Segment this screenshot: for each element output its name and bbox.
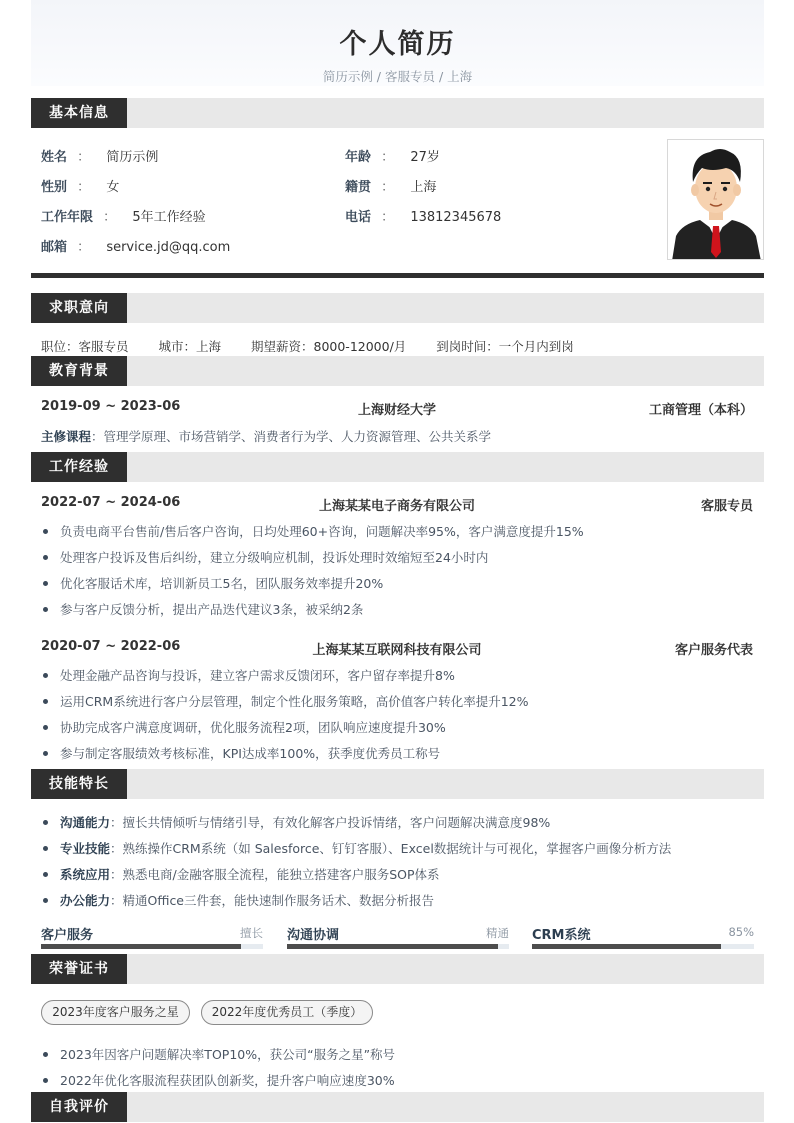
list-item xyxy=(43,839,671,857)
intent-city: 城市：上海 xyxy=(158,339,222,354)
intent-row xyxy=(41,337,574,355)
work-role: 客户服务代表 xyxy=(674,643,753,658)
section-intent xyxy=(31,293,764,323)
bullet-dot-icon xyxy=(43,581,48,586)
field-origin xyxy=(345,176,436,195)
bullet-dot-icon xyxy=(43,1052,48,1057)
work-header-row xyxy=(41,495,753,513)
field-phone xyxy=(345,206,501,225)
work-period: 2020-07 ~ 2022-06 xyxy=(41,639,181,654)
skill-label: 沟通能力 xyxy=(60,815,111,830)
section-title-skills: 技能特长 xyxy=(31,769,127,799)
courses-label: 主修课程 xyxy=(41,429,92,444)
work-role: 客服专员 xyxy=(700,499,753,514)
list-item-text: 参与制定客服绩效考核标准，KPI达成率100%，获季度优秀员工称号 xyxy=(60,746,441,761)
education-major: 工商管理（本科） xyxy=(648,403,753,418)
honor-badge: 2022年度优秀员工（季度） xyxy=(201,1000,373,1025)
skill-bar-track xyxy=(41,944,263,949)
bullet-dot-icon xyxy=(43,751,48,756)
field-label: 籍贯 xyxy=(345,180,372,195)
resume-header xyxy=(31,0,764,86)
list-item xyxy=(43,522,584,540)
field-email xyxy=(41,236,230,255)
work-company: 上海某某电子商务有限公司 xyxy=(318,499,475,514)
section-title-intent: 求职意向 xyxy=(31,293,127,323)
field-value: 简历示例 xyxy=(106,150,159,165)
section-skills xyxy=(31,769,764,799)
skill-bar xyxy=(532,924,754,943)
field-value: 5年工作经验 xyxy=(132,210,206,225)
list-item xyxy=(43,1045,395,1063)
list-item-text: 2023年因客户问题解决率TOP10%，获公司“服务之星”称号 xyxy=(60,1047,396,1062)
field-age xyxy=(345,146,440,165)
list-item xyxy=(43,744,440,762)
bullet-dot-icon xyxy=(43,673,48,678)
bullet-dot-icon xyxy=(43,846,48,851)
bullet-dot-icon xyxy=(43,898,48,903)
section-title-work: 工作经验 xyxy=(31,452,127,482)
list-item xyxy=(43,718,446,736)
bullet-dot-icon xyxy=(43,872,48,877)
bullet-dot-icon xyxy=(43,699,48,704)
field-value: service.jd@qq.com xyxy=(106,240,231,255)
skill-text: ：熟悉电商/金融客服全流程，能独立搭建客户服务SOP体系 xyxy=(110,867,440,882)
field-years xyxy=(41,206,206,225)
page-title: 个人简历 xyxy=(339,29,456,60)
field-value: 上海 xyxy=(410,180,437,195)
education-school: 上海财经大学 xyxy=(357,403,436,418)
field-name xyxy=(41,146,158,165)
list-item xyxy=(43,865,440,883)
bullet-dot-icon xyxy=(43,555,48,560)
section-title-self: 自我评价 xyxy=(31,1092,127,1122)
list-item-text: 运用CRM系统进行客户分层管理，制定个性化服务策略，高价值客户转化率提升12% xyxy=(60,694,529,709)
list-item-text: 2022年优化客服流程获团队创新奖，提升客户响应速度30% xyxy=(60,1073,395,1088)
section-title-basic: 基本信息 xyxy=(31,98,127,128)
section-education xyxy=(31,356,764,386)
intent-salary: 期望薪资：8000-12000/月 xyxy=(251,339,407,354)
field-value: 女 xyxy=(106,180,120,195)
field-value: 27岁 xyxy=(410,150,440,165)
list-item-text: 负责电商平台售前/售后客户咨询，日均处理60+咨询，问题解决率95%，客户满意度提升15% xyxy=(60,524,584,539)
field-colon: ： xyxy=(381,210,395,225)
section-self xyxy=(31,1092,764,1122)
skill-bar-fill xyxy=(41,944,241,949)
list-item xyxy=(43,666,455,684)
bullet-dot-icon xyxy=(43,725,48,730)
honor-badge: 2023年度客户服务之星 xyxy=(41,1000,190,1025)
field-colon: ： xyxy=(381,150,395,165)
field-colon: ： xyxy=(381,180,395,195)
section-honors xyxy=(31,954,764,984)
bullet-dot-icon xyxy=(43,1078,48,1083)
skill-bar-level: 85% xyxy=(728,925,754,939)
section-basic xyxy=(31,98,764,128)
education-courses xyxy=(41,427,491,445)
list-item-text: 处理客户投诉及售后纠纷，建立分级响应机制，投诉处理时效缩短至24小时内 xyxy=(60,550,489,565)
skill-text: ：精通Office三件套，能快速制作服务话术、数据分析报告 xyxy=(110,893,435,908)
section-divider xyxy=(31,273,764,278)
skill-label: 专业技能 xyxy=(60,841,111,856)
field-value: 13812345678 xyxy=(410,210,502,225)
courses-text: ：管理学原理、市场营销学、消费者行为学、人力资源管理、公共关系学 xyxy=(91,429,492,444)
skill-bar-track xyxy=(532,944,754,949)
list-item xyxy=(43,891,434,909)
field-gender xyxy=(41,176,119,195)
skill-bar xyxy=(287,924,509,943)
field-label: 姓名 xyxy=(41,150,68,165)
avatar xyxy=(667,139,764,260)
skill-bar-level: 精通 xyxy=(486,926,509,940)
skill-bar-name: 沟通协调 xyxy=(287,928,340,943)
section-title-education: 教育背景 xyxy=(31,356,127,386)
field-label: 邮箱 xyxy=(41,240,68,255)
bullet-dot-icon xyxy=(43,529,48,534)
field-label: 工作年限 xyxy=(41,210,94,225)
field-label: 性别 xyxy=(41,180,68,195)
list-item xyxy=(43,548,488,566)
skill-text: ：熟练操作CRM系统（如 Salesforce、钉钉客服）、Excel数据统计与可视化，掌握客户画像分析方法 xyxy=(110,841,672,856)
field-colon: ： xyxy=(77,240,91,255)
list-item-text: 处理金融产品咨询与投诉，建立客户需求反馈闭环，客户留存率提升8% xyxy=(60,668,455,683)
skill-bar xyxy=(41,924,263,943)
list-item xyxy=(43,692,528,710)
field-colon: ： xyxy=(77,180,91,195)
list-item xyxy=(43,813,550,831)
work-header-row xyxy=(41,639,753,657)
field-label: 年龄 xyxy=(345,150,372,165)
list-item xyxy=(43,574,383,592)
list-item xyxy=(43,600,363,618)
list-item-text: 参与客户反馈分析，提出产品迭代建议3条，被采纳2条 xyxy=(60,602,364,617)
list-item-text: 协助完成客户满意度调研，优化服务流程2项，团队响应速度提升30% xyxy=(60,720,446,735)
skill-bar-name: 客户服务 xyxy=(41,928,94,943)
section-work xyxy=(31,452,764,482)
skill-label: 系统应用 xyxy=(60,867,111,882)
skill-text: ：擅长共情倾听与情绪引导，有效化解客户投诉情绪，客户问题解决满意度98% xyxy=(110,815,551,830)
page-subtitle: 简历示例 / 客服专员 / 上海 xyxy=(322,69,473,84)
field-colon: ： xyxy=(103,210,117,225)
intent-arrival: 到岗时间：一个月内到岗 xyxy=(436,339,574,354)
avatar-illustration xyxy=(668,140,764,260)
field-colon: ： xyxy=(77,150,91,165)
skill-bar-name: CRM系统 xyxy=(532,928,591,943)
field-label: 电话 xyxy=(345,210,372,225)
education-period: 2019-09 ~ 2023-06 xyxy=(41,399,181,414)
list-item-text: 优化客服话术库，培训新员工5名，团队服务效率提升20% xyxy=(60,576,384,591)
skill-bar-level: 擅长 xyxy=(240,926,263,940)
bullet-dot-icon xyxy=(43,820,48,825)
resume-sheet xyxy=(31,0,764,1123)
skill-bar-fill xyxy=(287,944,498,949)
education-row xyxy=(41,399,753,417)
skill-label: 办公能力 xyxy=(60,893,111,908)
list-item xyxy=(43,1071,395,1089)
skill-bar-track xyxy=(287,944,509,949)
bullet-dot-icon xyxy=(43,607,48,612)
skill-bar-fill xyxy=(532,944,721,949)
intent-position: 职位：客服专员 xyxy=(41,339,129,354)
work-period: 2022-07 ~ 2024-06 xyxy=(41,495,181,510)
section-title-honors: 荣誉证书 xyxy=(31,954,127,984)
work-company: 上海某某互联网科技有限公司 xyxy=(312,643,482,658)
